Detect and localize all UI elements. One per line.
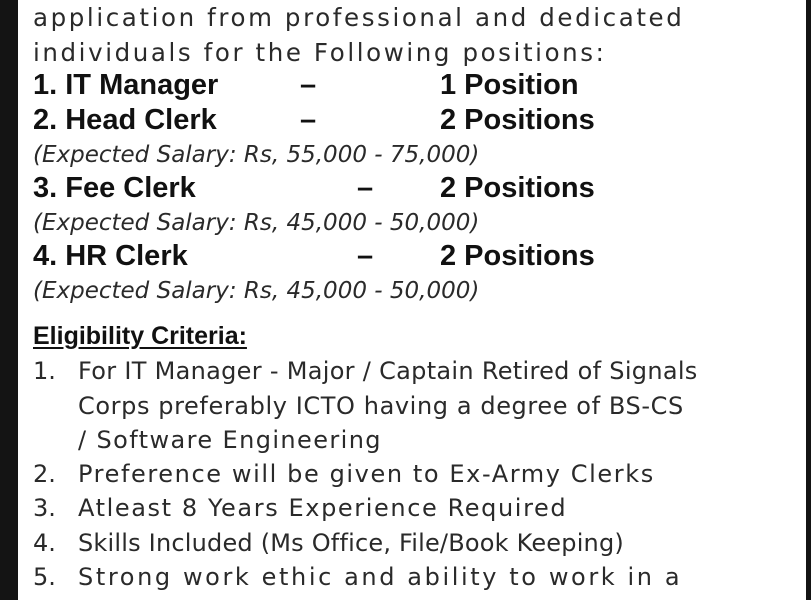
right-border [806, 0, 811, 600]
position-dash: – [357, 240, 374, 272]
criterion-text: Preference will be given to Ex-Army Clerks [78, 460, 655, 488]
position-salary: (Expected Salary: Rs, 45,000 - 50,000) [33, 210, 480, 236]
eligibility-heading: Eligibility Criteria: [33, 322, 247, 350]
criterion-number: 5. [33, 563, 56, 591]
intro-line-2: individuals for the Following positions: [33, 38, 607, 67]
criterion-text: Corps preferably ICTO having a degree of BS-CS [78, 392, 684, 420]
criterion-text: Atleast 8 Years Experience Required [78, 494, 568, 522]
criterion-text: / Software Engineering [78, 426, 382, 454]
position-title: 2. Head Clerk [33, 104, 217, 136]
position-salary: (Expected Salary: Rs, 55,000 - 75,000) [33, 142, 480, 168]
left-border [0, 0, 18, 600]
position-dash: – [357, 172, 374, 204]
criterion-number: 4. [33, 529, 56, 557]
position-title: 4. HR Clerk [33, 240, 188, 272]
criterion-text: For IT Manager - Major / Captain Retired of Signals [78, 357, 698, 385]
position-dash: – [300, 69, 317, 101]
criterion-text: Strong work ethic and ability to work in a [78, 563, 683, 591]
position-count: 1 Position [440, 69, 579, 101]
criterion-number: 3. [33, 494, 56, 522]
intro-line-1: application from professional and dedicated [33, 3, 685, 32]
position-salary: (Expected Salary: Rs, 45,000 - 50,000) [33, 278, 480, 304]
criterion-number: 1. [33, 357, 56, 385]
position-count: 2 Positions [440, 104, 595, 136]
position-dash: – [300, 104, 317, 136]
criterion-text: Skills Included (Ms Office, File/Book Keeping) [78, 529, 624, 557]
position-title: 1. IT Manager [33, 69, 219, 101]
position-count: 2 Positions [440, 240, 595, 272]
position-title: 3. Fee Clerk [33, 172, 196, 204]
position-count: 2 Positions [440, 172, 595, 204]
criterion-number: 2. [33, 460, 56, 488]
